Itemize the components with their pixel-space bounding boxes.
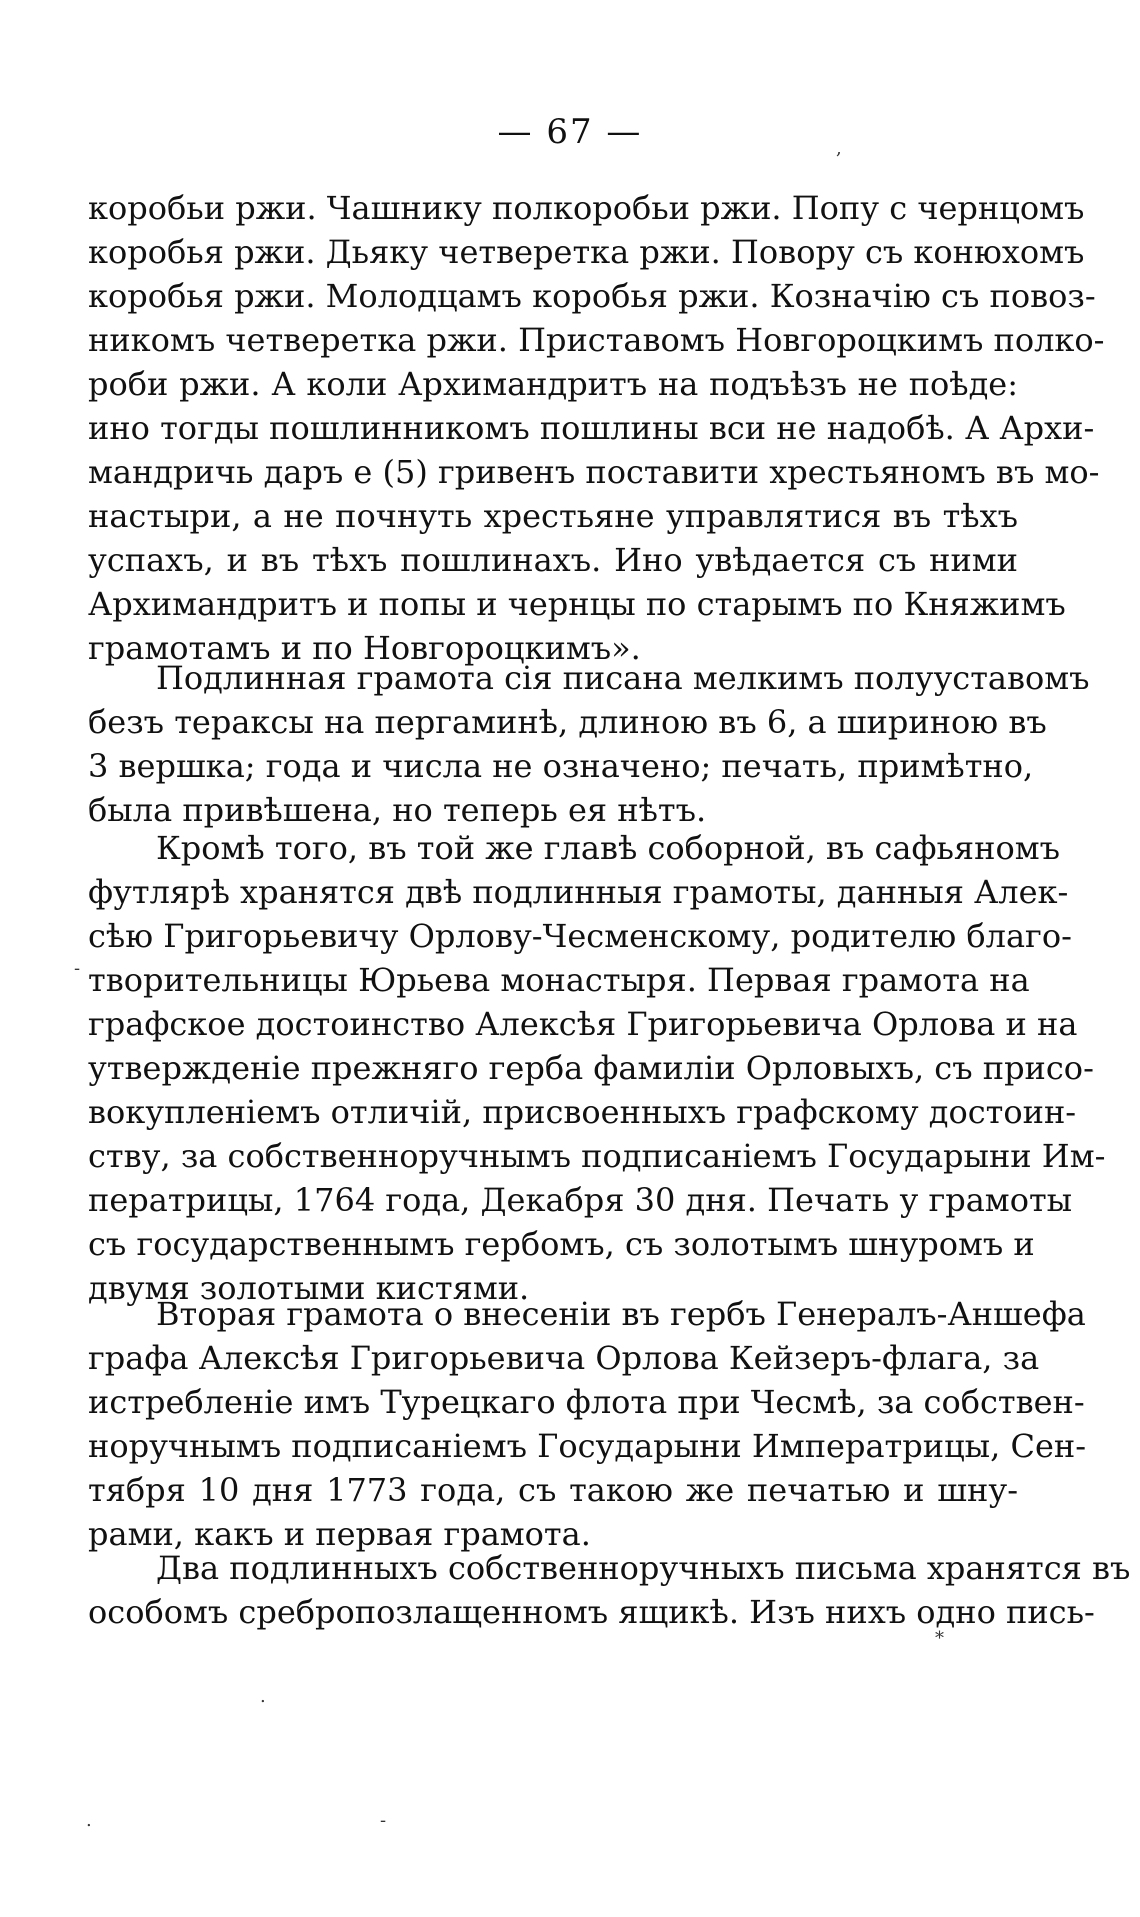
paragraph-1	[88, 186, 1105, 670]
text-line: Архимандритъ и попы и чернцы по старымъ по Княжимъ	[88, 585, 1066, 623]
text-line: роби ржи. А коли Архимандритъ на подъѣзъ не поѣде:	[88, 365, 1018, 403]
text-line: графа Алексѣя Григорьевича Орлова Кейзеръ-флага, за	[88, 1339, 1040, 1377]
text-line: грамотамъ и по Новгороцкимъ».	[88, 629, 641, 667]
text-line: коробьи ржи. Чашнику полкоробьи ржи. Попу с чернцомъ	[88, 189, 1085, 227]
text-line: съ государственнымъ гербомъ, съ золотымъ шнуромъ и	[88, 1225, 1035, 1263]
text-line: сѣю Григорьевичу Орлову-Чесменскому, родителю благо-	[88, 917, 1072, 955]
text-line: настыри, а не почнуть хрестьяне управлятися въ тѣхъ	[88, 497, 1018, 535]
text-line: ператрицы, 1764 года, Декабря 30 дня. Печать у грамоты	[88, 1181, 1073, 1219]
text-line: рами, какъ и первая грамота.	[88, 1515, 591, 1553]
paragraph-4	[88, 1292, 1087, 1556]
text-line: мандричь даръ е (5) гривенъ поставити хрестьяномъ въ мо-	[88, 453, 1100, 491]
text-line: особомъ сребропозлащенномъ ящикѣ. Изъ нихъ одно пись-	[88, 1593, 1095, 1631]
text-line: была привѣшена, но теперь ея нѣтъ.	[88, 791, 707, 829]
scan-speck: -	[380, 1810, 387, 1831]
text-line: графское достоинство Алексѣя Григорьевича Орлова и на	[88, 1005, 1078, 1043]
page-number: — 67 —	[497, 112, 643, 152]
text-line: ству, за собственноручнымъ подписаніемъ Государыни Им-	[88, 1137, 1106, 1175]
text-line: утвержденіе прежняго герба фамиліи Орловыхъ, съ присо-	[88, 1049, 1094, 1087]
text-line: коробья ржи. Дьяку четверетка ржи. Повору съ конюхомъ	[88, 233, 1085, 271]
paragraph-3	[88, 826, 1106, 1310]
text-line: футлярѣ хранятся двѣ подлинныя грамоты, данныя Алек-	[88, 873, 1069, 911]
scan-speck: ,	[836, 138, 842, 159]
paragraph-5	[88, 1546, 1131, 1634]
text-line: истребленіе имъ Турецкаго флота при Чесмѣ, за собствен-	[88, 1383, 1085, 1421]
text-line: безъ тераксы на пергаминѣ, длиною въ 6, а шириною въ	[88, 703, 1047, 741]
text-line: тября 10 дня 1773 года, съ такою же печатью и шну-	[88, 1471, 1018, 1509]
text-line: 3 вершка; года и числа не означено; печать, примѣтно,	[88, 747, 1034, 785]
text-line: Два подлинныхъ собственноручныхъ письма хранятся въ	[156, 1549, 1131, 1587]
text-line: Подлинная грамота сія писана мелкимъ полууставомъ	[156, 659, 1090, 697]
text-line: вокупленіемъ отличій, присвоенныхъ графскому достоин-	[88, 1093, 1077, 1131]
text-line: успахъ, и въ тѣхъ пошлинахъ. Ино увѣдается съ ними	[88, 541, 1018, 579]
scan-speck: -	[74, 958, 81, 979]
text-line: норучнымъ подписаніемъ Государыни Императрицы, Сен-	[88, 1427, 1087, 1465]
text-line: творительницы Юрьева монастыря. Первая грамота на	[88, 961, 1030, 999]
text-line: Вторая грамота о внесеніи въ гербъ Генералъ-Аншефа	[156, 1295, 1086, 1333]
scan-speck: .	[260, 1686, 266, 1707]
paragraph-2	[88, 656, 1090, 832]
text-line: Кромѣ того, въ той же главѣ соборной, въ сафьяномъ	[156, 829, 1060, 867]
text-line: коробья ржи. Молодцамъ коробья ржи. Козначію съ повоз-	[88, 277, 1096, 315]
text-line: никомъ четверетка ржи. Приставомъ Новгороцкимъ полко-	[88, 321, 1105, 359]
scan-speck: .	[86, 1810, 92, 1831]
text-line: двумя золотыми кистями.	[88, 1269, 530, 1307]
text-line: ино тогды пошлинникомъ пошлины вси не надобѣ. А Архи-	[88, 409, 1095, 447]
scan-speck: *	[935, 1628, 944, 1649]
